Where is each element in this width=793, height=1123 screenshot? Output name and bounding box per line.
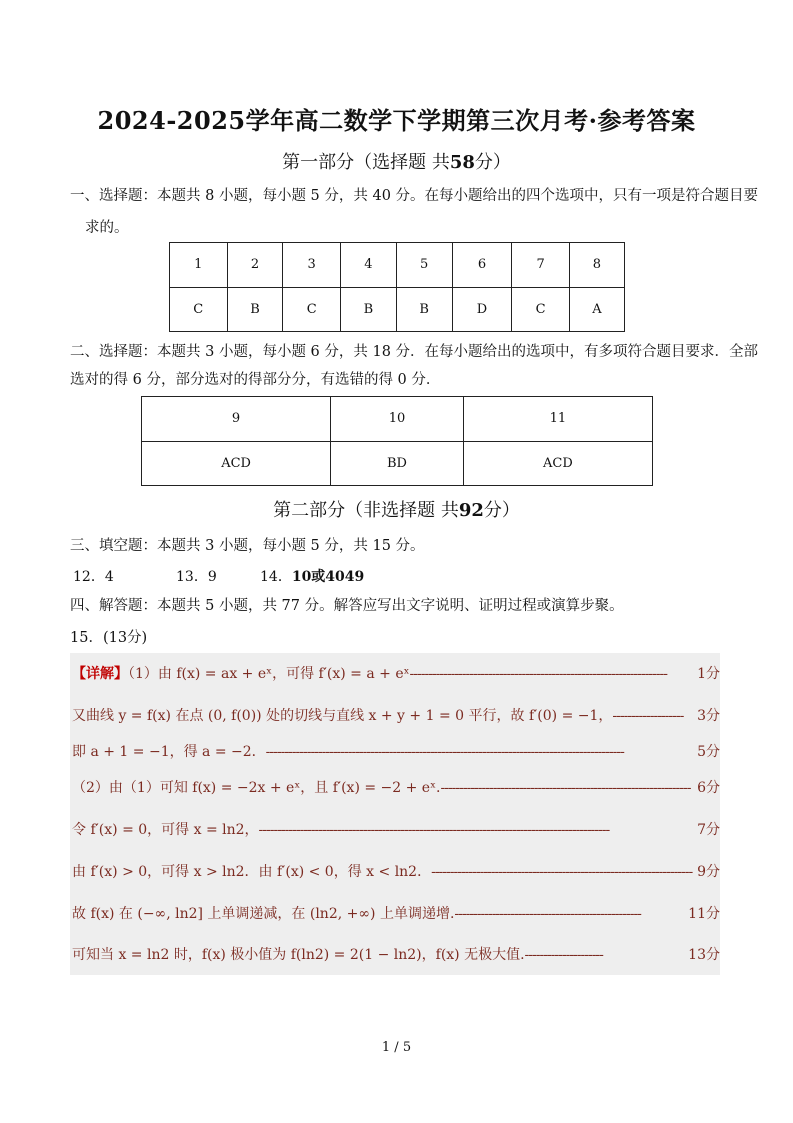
number-row xyxy=(170,243,625,288)
solution-text-3: 即 a + 1 = −1，得 a = −2． xyxy=(72,744,266,760)
answer-cell: 6 xyxy=(452,243,512,288)
solution-line-8: 可知当 x = ln2 时，f(x) 极小值为 f(ln2) = 2(1 − ln2)，f(x) 无极大值.--------------------- 13分 xyxy=(72,944,720,964)
section4-instructions: 四、解答题：本题共 5 小题，共 77 分。解答应写出文字说明、证明过程或演算步聚。 xyxy=(70,598,624,614)
part1-score: 58 xyxy=(449,152,475,173)
points-7: 11分 xyxy=(688,906,720,922)
answer-cell: B xyxy=(227,287,283,332)
solution-line-7: 故 f(x) 在 (−∞, ln2] 上单调递减，在 (ln2, +∞) 上单调递增.-------------------------------------------------- 11分 xyxy=(72,903,720,923)
answer-cell: 5 xyxy=(396,243,452,288)
points-6: 9分 xyxy=(697,864,720,880)
solution-text-5: 令 f′(x) = 0，可得 x = ln2， xyxy=(72,822,259,838)
part1-suffix: 分） xyxy=(474,152,511,173)
answer-cell: ACD xyxy=(463,441,652,486)
section1-instructions-line1: 一、选择题：本题共 8 小题，每小题 5 分，共 40 分。在每小题给出的四个选项中，只有一项是符合题目要 xyxy=(70,188,759,204)
points-3: 5分 xyxy=(697,744,720,760)
solution-line-4: （2）由（1）可知 f(x) = −2x + eˣ，且 f′(x) = −2 + eˣ.------------------------------------------------------------------- 6分 xyxy=(72,777,720,797)
section2-answer-table xyxy=(141,396,653,486)
section3-instructions: 三、填空题：本题共 3 小题，每小题 5 分，共 15 分。 xyxy=(70,538,425,554)
section1-instructions-line2: 求的。 xyxy=(85,220,129,236)
answer-cell: ACD xyxy=(142,441,331,486)
answer-cell: B xyxy=(340,287,396,332)
solution-text-4: （2）由（1）可知 f(x) = −2x + eˣ，且 f′(x) = −2 + eˣ. xyxy=(72,780,441,796)
answer-cell: BD xyxy=(331,441,464,486)
answer-row xyxy=(142,441,653,486)
points-2: 3分 xyxy=(697,708,720,724)
answer-cell: 2 xyxy=(227,243,283,288)
part2-heading xyxy=(0,496,793,522)
answer-q13: 13．9 xyxy=(176,569,217,585)
answer-cell: D xyxy=(452,287,512,332)
section2-instructions-line1: 二、选择题：本题共 3 小题，每小题 6 分，共 18 分．在每小题给出的选项中，有多项符合题目要求．全部 xyxy=(70,344,759,360)
answer-row xyxy=(170,287,625,332)
answer-cell: C xyxy=(170,287,228,332)
answer-cell: C xyxy=(283,287,341,332)
solution-line-5: 令 f′(x) = 0，可得 x = ln2，---------------------------------------------------------------------------------------------- 7分 xyxy=(72,819,720,839)
solution-tag: 【详解】 xyxy=(72,666,128,682)
answer-cell: 11 xyxy=(463,397,652,442)
page-number: 1 / 5 xyxy=(381,1040,412,1055)
answer-cell: 4 xyxy=(340,243,396,288)
solution-box xyxy=(70,653,720,975)
answer-cell: 1 xyxy=(170,243,228,288)
answer-cell: 8 xyxy=(569,243,624,288)
section1-answer-table xyxy=(169,242,625,332)
solution-line-2: 又曲线 y = f(x) 在点 (0, f(0)) 处的切线与直线 x + y + 1 = 0 平行，故 f′(0) = −1，------------------- 3分 xyxy=(72,705,720,725)
solution-line-6: 由 f′(x) > 0，可得 x > ln2．由 f′(x) < 0，得 x < ln2．---------------------------------------------------------------------- 9分 xyxy=(72,861,720,881)
answer-q12: 12．4 xyxy=(73,569,114,585)
q14-label: 14． xyxy=(260,569,292,585)
part2-score: 92 xyxy=(458,500,484,521)
answer-cell: A xyxy=(569,287,624,332)
part2-prefix: 第二部分（非选择题 共 xyxy=(273,500,459,521)
answer-cell: C xyxy=(512,287,570,332)
number-row xyxy=(142,397,653,442)
solution-line-1: 【详解】（1）由 f(x) = ax + eˣ，可得 f′(x) = a + eˣ--------------------------------------------------------------------- 1分 xyxy=(72,663,720,683)
solution-line-3: 即 a + 1 = −1，得 a = −2．------------------------------------------------------------------------------------------------ 5分 xyxy=(72,741,720,761)
part1-heading xyxy=(0,148,793,174)
points-1: 1分 xyxy=(697,666,720,682)
solution-text-1: （1）由 f(x) = ax + eˣ，可得 f′(x) = a + eˣ xyxy=(128,666,410,682)
answer-cell: B xyxy=(396,287,452,332)
points-8: 13分 xyxy=(688,947,720,963)
answer-cell: 9 xyxy=(142,397,331,442)
points-5: 7分 xyxy=(697,822,720,838)
answer-cell: 7 xyxy=(512,243,570,288)
answer-cell: 10 xyxy=(331,397,464,442)
solution-text-2: 又曲线 y = f(x) 在点 (0, f(0)) 处的切线与直线 x + y + 1 = 0 平行，故 f′(0) = −1， xyxy=(72,708,613,724)
solution-text-8: 可知当 x = ln2 时，f(x) 极小值为 f(ln2) = 2(1 − ln2)，f(x) 无极大值. xyxy=(72,947,525,963)
answer-q14 xyxy=(260,566,364,586)
points-4: 6分 xyxy=(697,780,720,796)
q15-heading: 15．(13分) xyxy=(70,630,148,646)
section2-instructions-line2: 选对的得 6 分，部分选对的得部分分，有选错的得 0 分． xyxy=(70,372,441,388)
solution-text-6: 由 f′(x) > 0，可得 x > ln2．由 f′(x) < 0，得 x < ln2． xyxy=(72,864,432,880)
q14-answer: 10或4049 xyxy=(291,569,365,585)
part2-suffix: 分） xyxy=(483,500,520,521)
answer-cell: 3 xyxy=(283,243,341,288)
solution-text-7: 故 f(x) 在 (−∞, ln2] 上单调递减，在 (ln2, +∞) 上单调递增. xyxy=(72,906,455,922)
page-title: 2024-2025学年高二数学下学期第三次月考·参考答案 xyxy=(97,106,696,135)
part1-prefix: 第一部分（选择题 共 xyxy=(282,152,450,173)
